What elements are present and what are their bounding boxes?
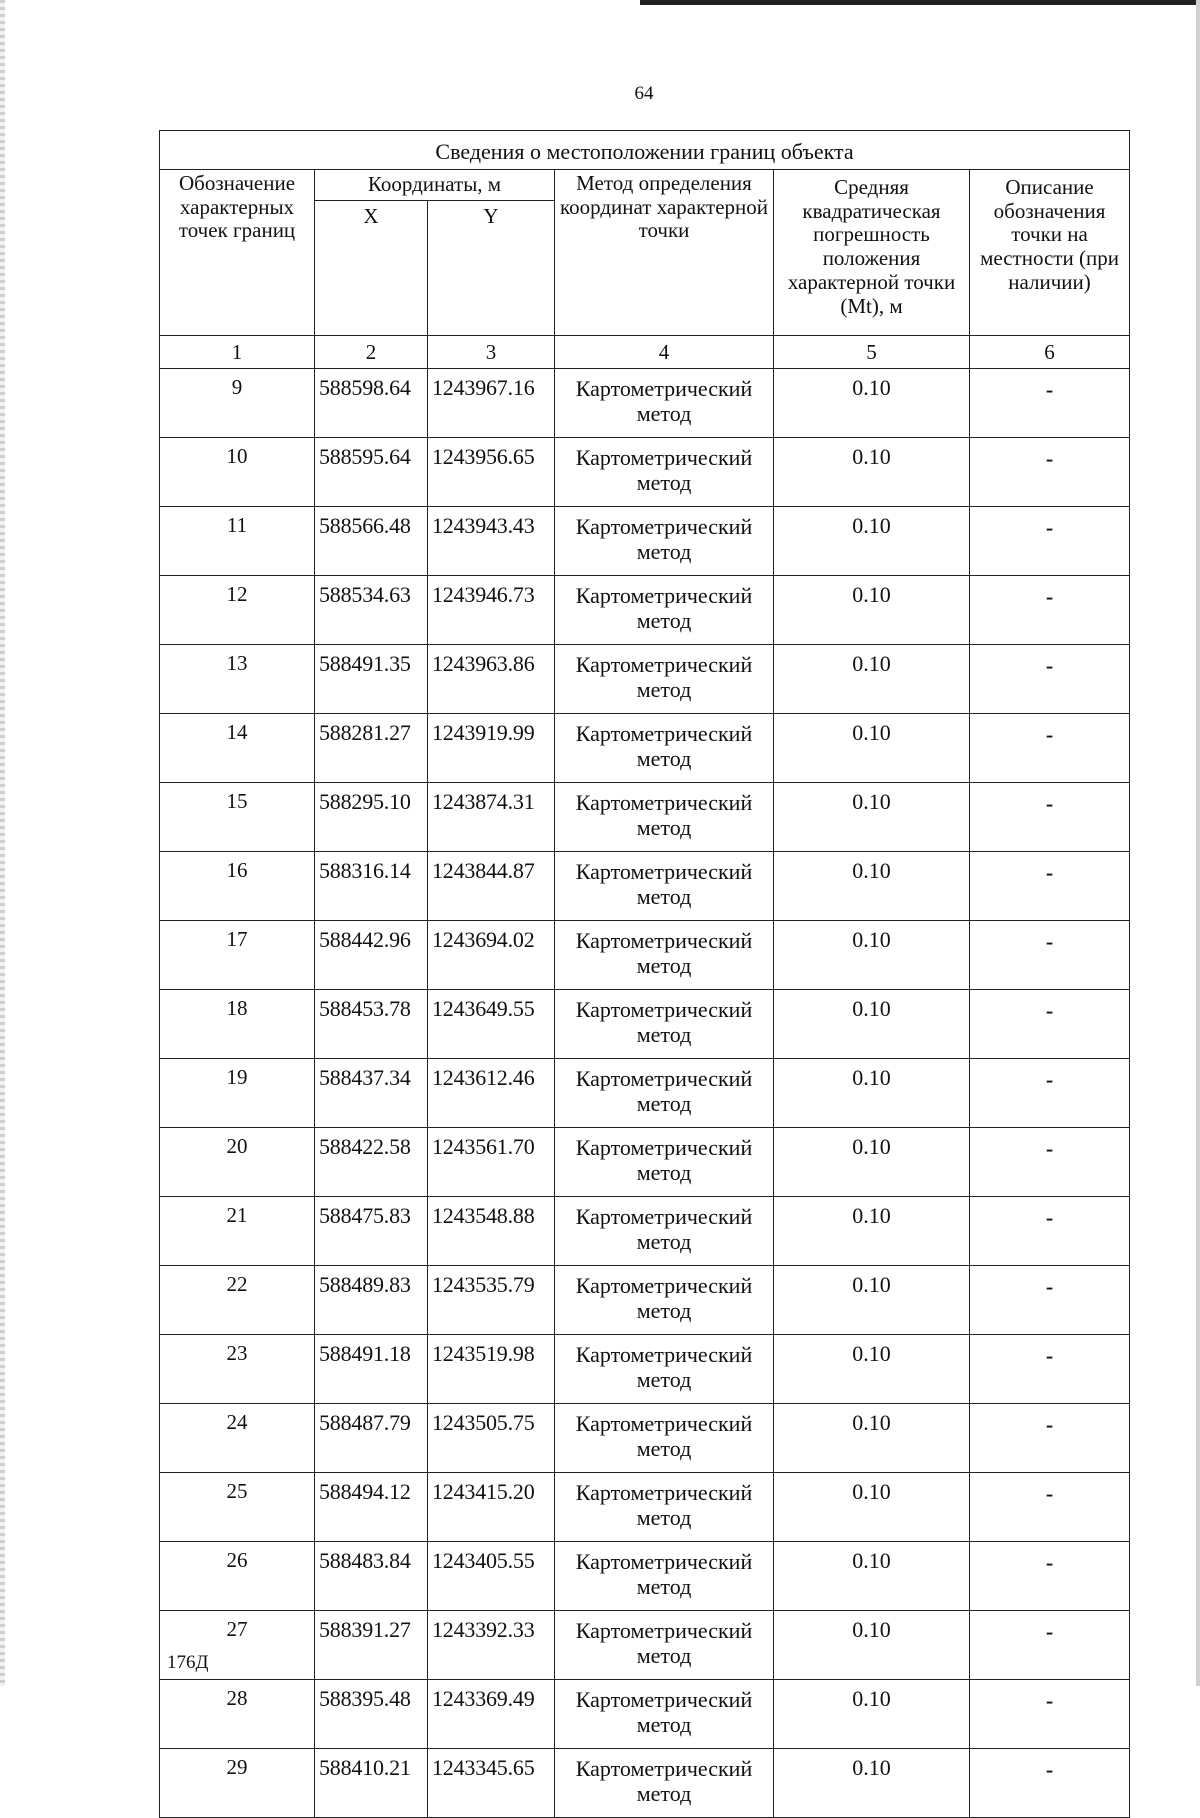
table-row [160, 1128, 1130, 1197]
x-coordinate-cell: 588422.58 [315, 1128, 428, 1197]
column-number: 3 [428, 336, 555, 369]
x-coordinate-cell: 588281.27 [315, 714, 428, 783]
y-coordinate-cell: 1243415.20 [428, 1473, 555, 1542]
point-cell: 29 [160, 1749, 315, 1818]
method-cell: Картометрический метод [555, 783, 774, 852]
table-body [160, 369, 1130, 1818]
point-cell: 17 [160, 921, 315, 990]
method-cell: Картометрический метод [555, 507, 774, 576]
table-header-row [160, 170, 1130, 201]
point-cell: 27 [160, 1611, 315, 1680]
x-coordinate-cell: 588595.64 [315, 438, 428, 507]
point-cell: 22 [160, 1266, 315, 1335]
error-cell: 0.10 [774, 714, 970, 783]
table-row [160, 1059, 1130, 1128]
point-cell: 18 [160, 990, 315, 1059]
description-cell: - [970, 1197, 1130, 1266]
x-coordinate-cell: 588295.10 [315, 783, 428, 852]
point-cell: 12 [160, 576, 315, 645]
point-cell: 15 [160, 783, 315, 852]
column-number-row [160, 336, 1130, 369]
description-cell: - [970, 438, 1130, 507]
table-row [160, 1749, 1130, 1818]
x-coordinate-cell: 588487.79 [315, 1404, 428, 1473]
page-number: 64 [634, 83, 654, 104]
table-row [160, 1197, 1130, 1266]
y-coordinate-cell: 1243345.65 [428, 1749, 555, 1818]
error-cell: 0.10 [774, 645, 970, 714]
point-cell: 20 [160, 1128, 315, 1197]
y-coordinate-cell: 1243967.16 [428, 369, 555, 438]
method-cell: Картометрический метод [555, 1749, 774, 1818]
point-cell: 14 [160, 714, 315, 783]
error-cell: 0.10 [774, 1473, 970, 1542]
description-cell: - [970, 1266, 1130, 1335]
point-cell: 13 [160, 645, 315, 714]
y-coordinate-cell: 1243369.49 [428, 1680, 555, 1749]
x-coordinate-cell: 588491.35 [315, 645, 428, 714]
error-cell: 0.10 [774, 1128, 970, 1197]
x-coordinate-cell: 588437.34 [315, 1059, 428, 1128]
table-row [160, 714, 1130, 783]
y-coordinate-cell: 1243392.33 [428, 1611, 555, 1680]
error-cell: 0.10 [774, 1197, 970, 1266]
x-coordinate-cell: 588489.83 [315, 1266, 428, 1335]
error-cell: 0.10 [774, 1059, 970, 1128]
x-coordinate-cell: 588483.84 [315, 1542, 428, 1611]
scan-top-rule [640, 0, 1200, 5]
error-cell: 0.10 [774, 921, 970, 990]
error-cell: 0.10 [774, 1542, 970, 1611]
error-cell: 0.10 [774, 852, 970, 921]
point-cell: 10 [160, 438, 315, 507]
error-cell: 0.10 [774, 1266, 970, 1335]
method-cell: Картометрический метод [555, 990, 774, 1059]
column-number: 2 [315, 336, 428, 369]
table-row [160, 1335, 1130, 1404]
description-cell: - [970, 507, 1130, 576]
y-coordinate-cell: 1243963.86 [428, 645, 555, 714]
method-cell: Картометрический метод [555, 1197, 774, 1266]
point-cell: 23 [160, 1335, 315, 1404]
description-cell: - [970, 852, 1130, 921]
description-cell: - [970, 1611, 1130, 1680]
document-code: 176Д [167, 1652, 209, 1673]
error-cell: 0.10 [774, 1404, 970, 1473]
y-coordinate-cell: 1243844.87 [428, 852, 555, 921]
point-cell: 26 [160, 1542, 315, 1611]
table-title: Сведения о местоположении границ объекта [160, 131, 1130, 170]
scan-right-edge [1196, 0, 1200, 1686]
error-cell: 0.10 [774, 1335, 970, 1404]
y-coordinate-cell: 1243946.73 [428, 576, 555, 645]
y-coordinate-cell: 1243405.55 [428, 1542, 555, 1611]
description-cell: - [970, 714, 1130, 783]
point-cell: 28 [160, 1680, 315, 1749]
description-cell: - [970, 369, 1130, 438]
method-cell: Картометрический метод [555, 369, 774, 438]
method-cell: Картометрический метод [555, 1059, 774, 1128]
error-cell: 0.10 [774, 1611, 970, 1680]
table-row [160, 645, 1130, 714]
method-cell: Картометрический метод [555, 1335, 774, 1404]
point-cell: 24 [160, 1404, 315, 1473]
point-cell: 21 [160, 1197, 315, 1266]
x-coordinate-cell: 588534.63 [315, 576, 428, 645]
description-cell: - [970, 1335, 1130, 1404]
column-number: 5 [774, 336, 970, 369]
method-cell: Картометрический метод [555, 852, 774, 921]
y-coordinate-cell: 1243956.65 [428, 438, 555, 507]
table-row [160, 1611, 1130, 1680]
table-row [160, 576, 1130, 645]
table-row [160, 852, 1130, 921]
header-point: Обозначение характерных точек границ [160, 170, 315, 336]
table-title-row [160, 131, 1130, 170]
description-cell: - [970, 576, 1130, 645]
method-cell: Картометрический метод [555, 714, 774, 783]
header-method: Метод определения координат характерной точки [555, 170, 774, 336]
table-row [160, 1473, 1130, 1542]
x-coordinate-cell: 588491.18 [315, 1335, 428, 1404]
table-row [160, 369, 1130, 438]
error-cell: 0.10 [774, 1749, 970, 1818]
point-cell: 9 [160, 369, 315, 438]
header-error: Средняя квадратическая погрешность положения характерной точки (Mt), м [774, 170, 970, 336]
table-row [160, 921, 1130, 990]
column-number: 6 [970, 336, 1130, 369]
method-cell: Картометрический метод [555, 645, 774, 714]
y-coordinate-cell: 1243535.79 [428, 1266, 555, 1335]
y-coordinate-cell: 1243694.02 [428, 921, 555, 990]
error-cell: 0.10 [774, 369, 970, 438]
error-cell: 0.10 [774, 783, 970, 852]
description-cell: - [970, 921, 1130, 990]
x-coordinate-cell: 588442.96 [315, 921, 428, 990]
method-cell: Картометрический метод [555, 1680, 774, 1749]
error-cell: 0.10 [774, 507, 970, 576]
y-coordinate-cell: 1243561.70 [428, 1128, 555, 1197]
method-cell: Картометрический метод [555, 1611, 774, 1680]
method-cell: Картометрический метод [555, 1404, 774, 1473]
description-cell: - [970, 1473, 1130, 1542]
error-cell: 0.10 [774, 438, 970, 507]
description-cell: - [970, 1404, 1130, 1473]
table-row [160, 783, 1130, 852]
description-cell: - [970, 783, 1130, 852]
header-coordinates: Координаты, м [315, 170, 555, 201]
description-cell: - [970, 1680, 1130, 1749]
method-cell: Картометрический метод [555, 1473, 774, 1542]
x-coordinate-cell: 588475.83 [315, 1197, 428, 1266]
y-coordinate-cell: 1243612.46 [428, 1059, 555, 1128]
method-cell: Картометрический метод [555, 1266, 774, 1335]
description-cell: - [970, 645, 1130, 714]
column-number: 4 [555, 336, 774, 369]
x-coordinate-cell: 588391.27 [315, 1611, 428, 1680]
point-cell: 19 [160, 1059, 315, 1128]
scan-left-edge [0, 0, 5, 1686]
y-coordinate-cell: 1243505.75 [428, 1404, 555, 1473]
x-coordinate-cell: 588410.21 [315, 1749, 428, 1818]
table-row [160, 1542, 1130, 1611]
method-cell: Картометрический метод [555, 576, 774, 645]
x-coordinate-cell: 588598.64 [315, 369, 428, 438]
description-cell: - [970, 1059, 1130, 1128]
y-coordinate-cell: 1243943.43 [428, 507, 555, 576]
y-coordinate-cell: 1243548.88 [428, 1197, 555, 1266]
header-x: X [315, 201, 428, 336]
error-cell: 0.10 [774, 990, 970, 1059]
description-cell: - [970, 1542, 1130, 1611]
error-cell: 0.10 [774, 576, 970, 645]
boundary-coordinates-table [159, 130, 1130, 1818]
table-row [160, 438, 1130, 507]
description-cell: - [970, 990, 1130, 1059]
point-cell: 25 [160, 1473, 315, 1542]
x-coordinate-cell: 588395.48 [315, 1680, 428, 1749]
x-coordinate-cell: 588494.12 [315, 1473, 428, 1542]
header-description: Описание обозначения точки на местности (при наличии) [970, 170, 1130, 336]
y-coordinate-cell: 1243919.99 [428, 714, 555, 783]
method-cell: Картометрический метод [555, 921, 774, 990]
table-row [160, 990, 1130, 1059]
method-cell: Картометрический метод [555, 1128, 774, 1197]
description-cell: - [970, 1128, 1130, 1197]
error-cell: 0.10 [774, 1680, 970, 1749]
x-coordinate-cell: 588453.78 [315, 990, 428, 1059]
x-coordinate-cell: 588316.14 [315, 852, 428, 921]
table-row [160, 1680, 1130, 1749]
table-row [160, 507, 1130, 576]
header-y: Y [428, 201, 555, 336]
method-cell: Картометрический метод [555, 438, 774, 507]
description-cell: - [970, 1749, 1130, 1818]
method-cell: Картометрический метод [555, 1542, 774, 1611]
column-number: 1 [160, 336, 315, 369]
y-coordinate-cell: 1243874.31 [428, 783, 555, 852]
table-row [160, 1404, 1130, 1473]
x-coordinate-cell: 588566.48 [315, 507, 428, 576]
point-cell: 16 [160, 852, 315, 921]
y-coordinate-cell: 1243649.55 [428, 990, 555, 1059]
table-row [160, 1266, 1130, 1335]
point-cell: 11 [160, 507, 315, 576]
y-coordinate-cell: 1243519.98 [428, 1335, 555, 1404]
